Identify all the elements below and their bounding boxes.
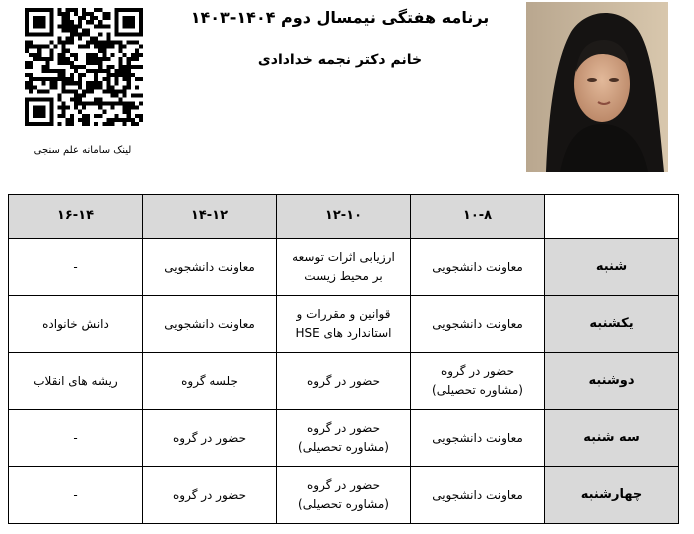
cell-text-line: حضور در گروه: [306, 421, 380, 436]
schedule-cell: [411, 353, 545, 410]
schedule-cell: [9, 467, 143, 524]
cell-text-line: -: [73, 487, 78, 502]
schedule-cell: [411, 296, 545, 353]
schedule-cell: [277, 353, 411, 410]
schedule-cell: [143, 296, 277, 353]
time-slot-header: ۱۶-۱۴: [9, 195, 143, 239]
cell-text-line: معاونت دانشجویی: [164, 259, 255, 274]
portrait-photo: [526, 2, 668, 172]
weekly-schedule-table: [8, 194, 679, 524]
cell-text-line: -: [73, 259, 78, 274]
cell-text-line: (مشاوره تحصیلی): [298, 497, 389, 511]
schedule-cell: [277, 410, 411, 467]
day-cell: یکشنبه: [545, 296, 679, 353]
schedule-cell: [9, 239, 143, 296]
schedule-cell: [277, 296, 411, 353]
time-slot-header-row: [9, 195, 679, 239]
cell-text-line: حضور در گروه: [440, 364, 514, 379]
schedule-cell: [411, 239, 545, 296]
corner-cell: [545, 195, 679, 239]
cell-text-line: معاونت دانشجویی: [432, 259, 523, 274]
schedule-cell: [411, 410, 545, 467]
qr-caption: لینک سامانه علم سنجی: [33, 145, 132, 156]
table-row: [9, 296, 679, 353]
cell-text-line: حضور در گروه: [306, 478, 380, 493]
schedule-cell: [9, 353, 143, 410]
schedule-cell: [9, 410, 143, 467]
cell-text-line: (مشاوره تحصیلی): [432, 383, 523, 397]
table-row: [9, 239, 679, 296]
cell-text-line: دانش خانواده: [42, 316, 109, 331]
day-cell: دوشنبه: [545, 353, 679, 410]
table-row: [9, 410, 679, 467]
schedule-cell: [143, 353, 277, 410]
cell-text-line: استاندارد های HSE: [295, 326, 392, 340]
day-cell: چهارشنبه: [545, 467, 679, 524]
table-row: [9, 353, 679, 410]
instructor-name: خانم دکتر نجمه خدادادی: [257, 52, 423, 68]
cell-text-line: معاونت دانشجویی: [164, 316, 255, 331]
cell-text-line: حضور در گروه: [306, 373, 380, 388]
cell-text-line: حضور در گروه: [172, 430, 246, 445]
page-title: برنامه هفتگی نیمسال دوم ۱۴۰۴-۱۴۰۳: [190, 8, 490, 27]
cell-text-line: ریشه های انقلاب: [33, 373, 118, 388]
schedule-cell: [143, 410, 277, 467]
cell-text-line: قوانین و مقررات و: [296, 307, 391, 322]
cell-text-line: بر محیط زیست: [304, 269, 383, 283]
schedule-cell: [143, 467, 277, 524]
time-slot-header: ۱۲-۱۰: [277, 195, 411, 239]
day-cell: شنبه: [545, 239, 679, 296]
schedule-cell: [9, 296, 143, 353]
cell-text-line: (مشاوره تحصیلی): [298, 440, 389, 454]
cell-text-line: -: [73, 430, 78, 445]
page-header: [0, 0, 694, 190]
schedule-cell: [277, 467, 411, 524]
day-cell: سه شنبه: [545, 410, 679, 467]
time-slot-header: ۱۴-۱۲: [143, 195, 277, 239]
qr-code-icon[interactable]: [25, 8, 143, 126]
cell-text-line: معاونت دانشجویی: [432, 487, 523, 502]
table-row: [9, 467, 679, 524]
cell-text-line: حضور در گروه: [172, 487, 246, 502]
schedule-cell: [411, 467, 545, 524]
time-slot-header: ۱۰-۸: [411, 195, 545, 239]
cell-text-line: جلسه گروه: [181, 373, 238, 388]
schedule-cell: [277, 239, 411, 296]
schedule-cell: [143, 239, 277, 296]
cell-text-line: معاونت دانشجویی: [432, 316, 523, 331]
cell-text-line: معاونت دانشجویی: [432, 430, 523, 445]
cell-text-line: ارزیابی اثرات توسعه: [292, 250, 395, 265]
